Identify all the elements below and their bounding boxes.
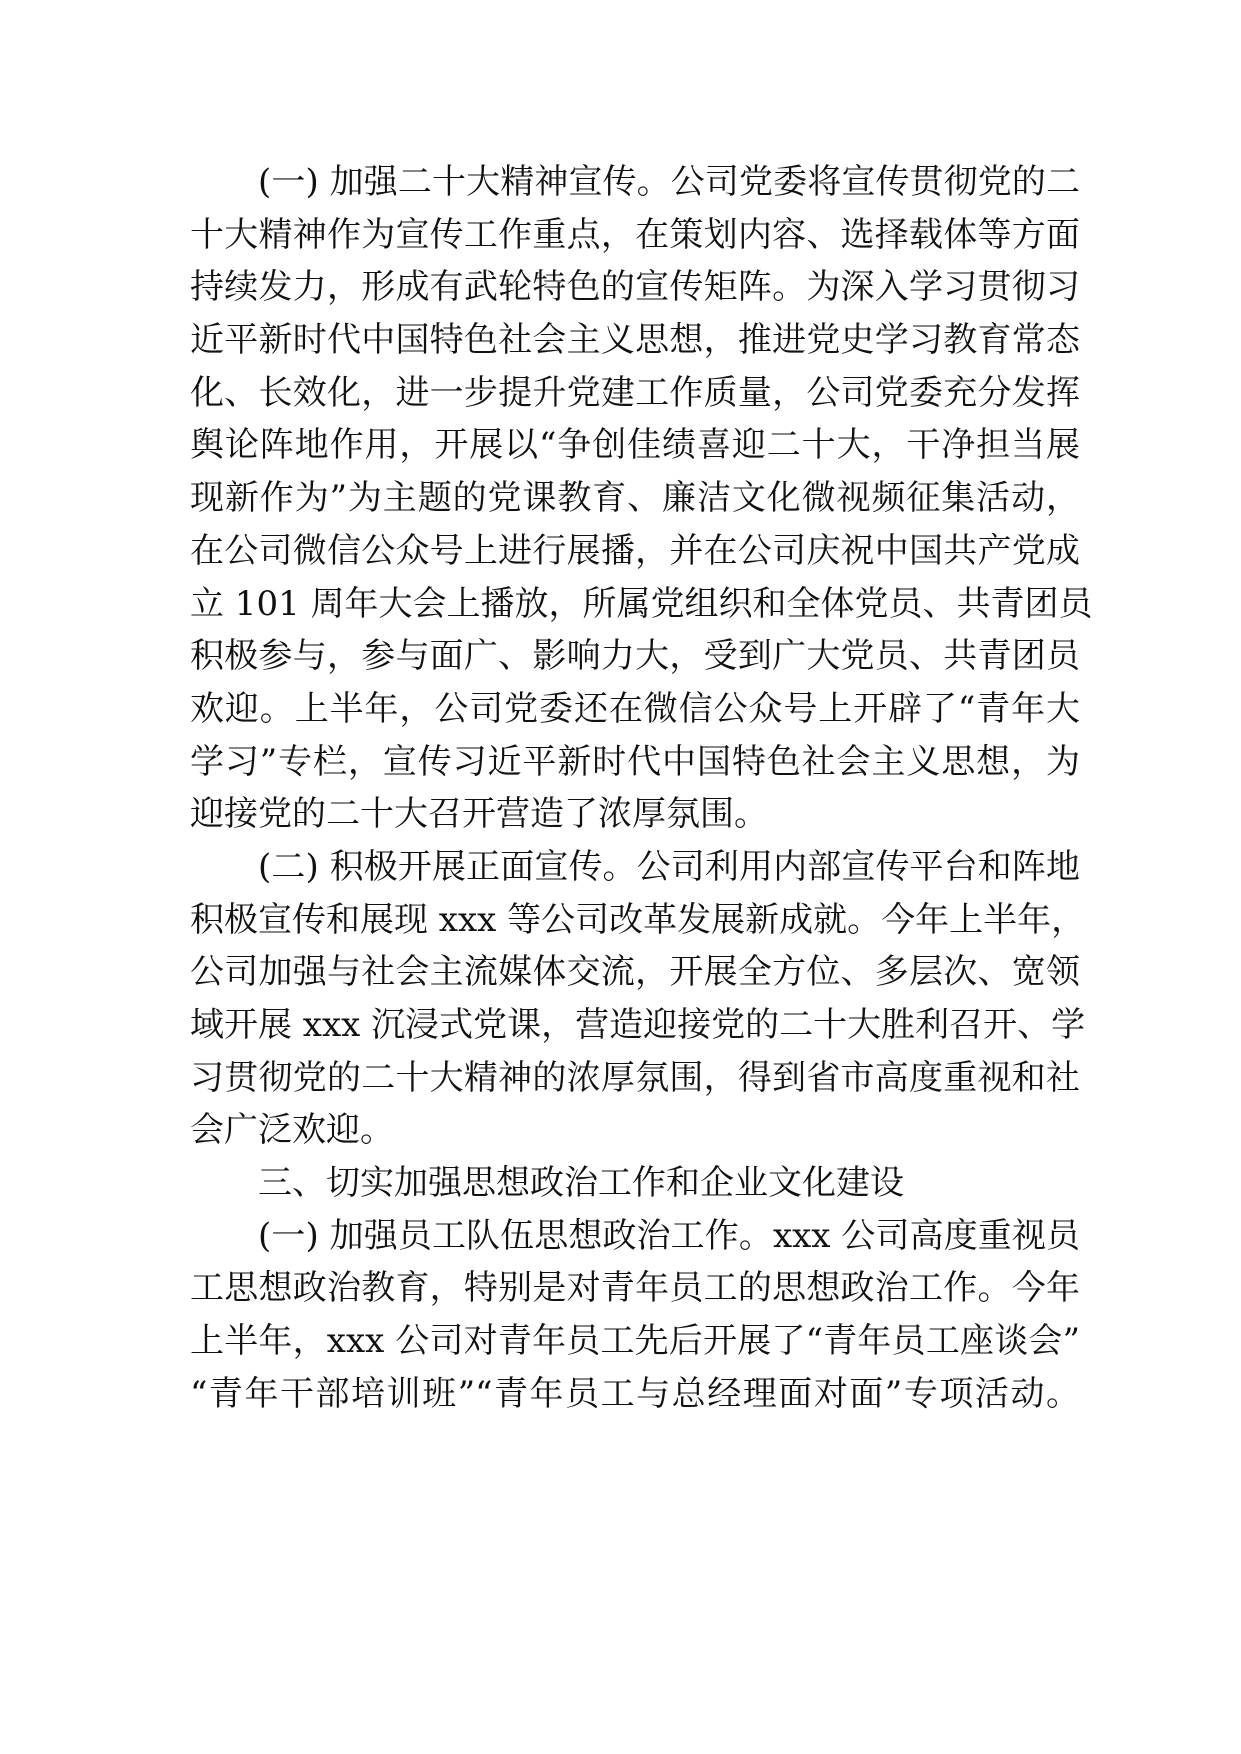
paragraph-1-line-6: 舆论阵地作用，开展以“争创佳绩喜迎二十大，干净担当展 bbox=[190, 425, 1080, 466]
paragraph-1-line-12: 学习”专栏，宣传习近平新时代中国特色社会主义思想，为 bbox=[190, 741, 1080, 782]
paragraph-1-line-11: 欢迎。上半年，公司党委还在微信公众号上开辟了“青年大 bbox=[190, 688, 1080, 729]
paragraph-1-line-4: 近平新时代中国特色社会主义思想，推进党史学习教育常态 bbox=[190, 320, 1080, 361]
paragraph-1-line-10: 积极参与，参与面广、影响力大，受到广大党员、共青团员 bbox=[190, 636, 1080, 677]
paragraph-1-line-2: 十大精神作为宣传工作重点，在策划内容、选择载体等方面 bbox=[190, 214, 1080, 255]
paragraph-2-line-3: 公司加强与社会主流媒体交流，开展全方位、多层次、宽领 bbox=[190, 952, 1080, 993]
paragraph-1-line-5: 化、长效化，进一步提升党建工作质量，公司党委充分发挥 bbox=[190, 372, 1080, 413]
paragraph-1-line-13: 迎接党的二十大召开营造了浓厚氛围。 bbox=[190, 794, 768, 835]
paragraph-3-line-4: “青年干部培训班”“青年员工与总经理面对面”专项活动。 bbox=[190, 1373, 1080, 1414]
section-heading: 三、切实加强思想政治工作和企业文化建设 bbox=[258, 1163, 904, 1204]
paragraph-2-line-5: 习贯彻党的二十大精神的浓厚氛围，得到省市高度重视和社 bbox=[190, 1057, 1080, 1098]
paragraph-2-line-1: (二) 积极开展正面宣传。公司利用内部宣传平台和阵地 bbox=[258, 846, 1080, 887]
paragraph-2-line-4: 域开展 xxx 沉浸式党课，营造迎接党的二十大胜利召开、学 bbox=[190, 1005, 1086, 1045]
paragraph-2-line-6: 会广泛欢迎。 bbox=[190, 1110, 394, 1151]
paragraph-2-line-2: 积极宣传和展现 xxx 等公司改革发展新成就。今年上半年， bbox=[190, 899, 1086, 940]
paragraph-1-line-1: (一) 加强二十大精神宣传。公司党委将宣传贯彻党的二 bbox=[258, 162, 1080, 202]
paragraph-3-line-3: 上半年，xxx 公司对青年员工先后开展了“青年员工座谈会” bbox=[190, 1321, 1080, 1362]
paragraph-1-line-7: 现新作为”为主题的党课教育、廉洁文化微视频征集活动， bbox=[190, 478, 1080, 519]
document-body bbox=[190, 156, 1093, 1421]
paragraph-3-line-2: 工思想政治教育，特别是对青年员工的思想政治工作。今年 bbox=[190, 1268, 1080, 1309]
paragraph-3-line-1: (一) 加强员工队伍思想政治工作。xxx 公司高度重视员 bbox=[258, 1215, 1080, 1256]
paragraph-1-line-3: 持续发力，形成有武轮特色的宣传矩阵。为深入学习贯彻习 bbox=[190, 267, 1080, 308]
paragraph-1-line-8: 在公司微信公众号上进行展播，并在公司庆祝中国共产党成 bbox=[190, 530, 1080, 571]
paragraph-1-line-9: 立 101 周年大会上播放，所属党组织和全体党员、共青团员 bbox=[190, 583, 1093, 624]
